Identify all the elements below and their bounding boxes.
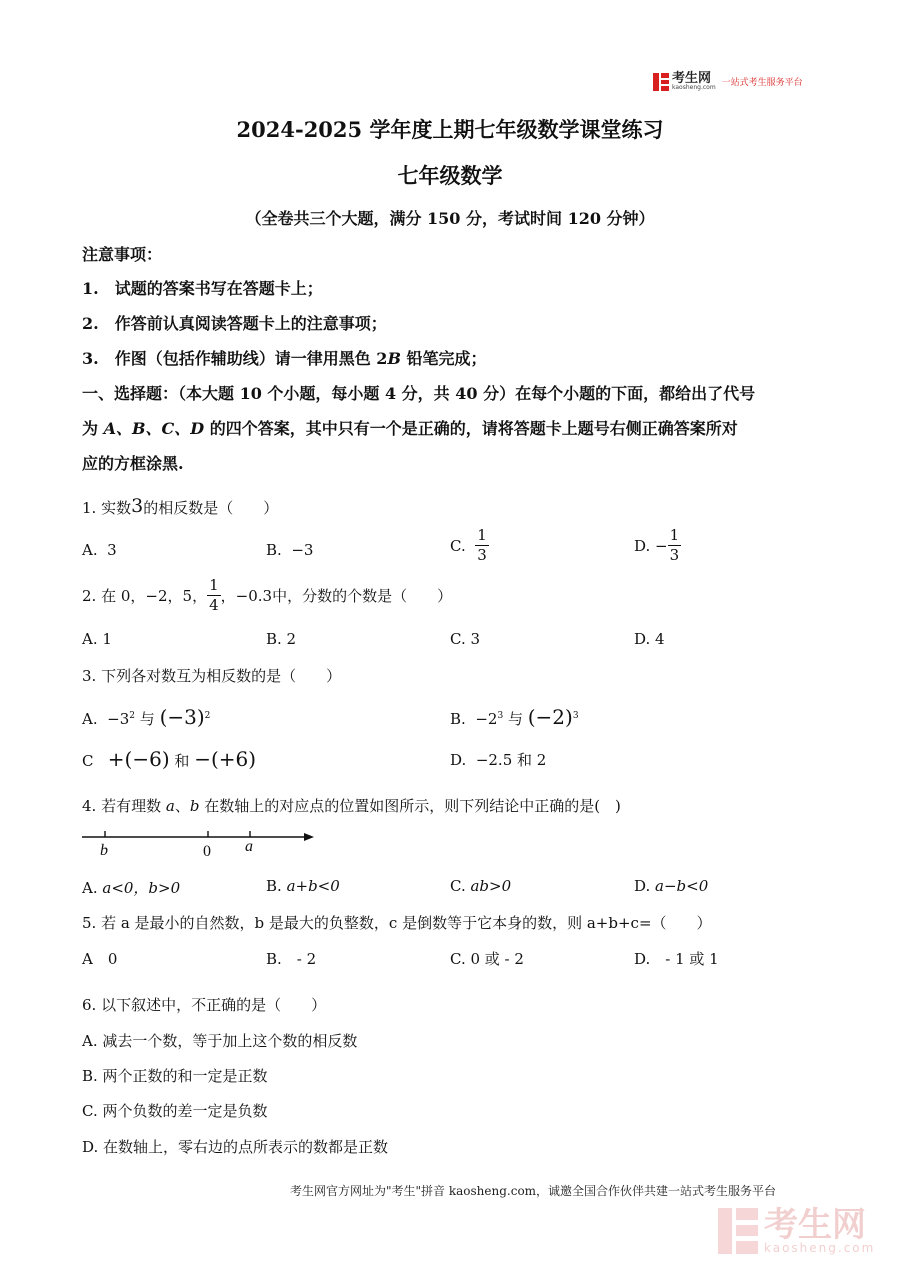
question-5-stem: 5. 若 a 是最小的自然数，b 是最大的负整数，c 是倒数等于它本身的数，则 a+b+c=（ ） — [82, 914, 712, 932]
watermark-subtext: kaosheng.com — [764, 1241, 876, 1255]
watermark-text: 考生网 — [764, 1205, 866, 1245]
q1-option-a[interactable]: A. 3 — [82, 541, 117, 559]
q6-option-a[interactable]: A. 减去一个数，等于加上这个数的相反数 — [82, 1032, 358, 1050]
question-1-stem: 1. 实数3的相反数是（ ） — [82, 495, 279, 517]
question-6-stem: 6. 以下叙述中，不正确的是（ ） — [82, 996, 327, 1014]
logo-subtext: kaosheng.com — [672, 84, 716, 91]
fraction-one-quarter: $\frac{1}{4}$ — [209, 576, 219, 614]
q4-option-c[interactable]: C. ab>0 — [450, 877, 512, 895]
number-line-arrow-icon — [304, 833, 314, 841]
exam-info: （全卷共三个大题，满分 150 分，考试时间 120 分钟） — [245, 209, 655, 228]
section1-line2: 为 A、B、C、D 的四个答案，其中只有一个是正确的，请将答题卡上题号右侧正确答案所对 — [82, 419, 738, 438]
q1-option-d[interactable]: D. − $\frac{1}{3}$ — [634, 526, 680, 564]
q1-option-b[interactable]: B. −3 — [266, 541, 314, 559]
note-item-2: 2. 作答前认真阅读答题卡上的注意事项； — [82, 314, 387, 333]
q2-option-d[interactable]: D. 4 — [634, 630, 665, 648]
q4-option-a[interactable]: A. a<0，b>0 — [82, 879, 181, 897]
number-line-diagram — [78, 826, 318, 866]
watermark — [718, 1205, 876, 1255]
logo-tagline: 一站式考生服务平台 — [721, 78, 803, 88]
logo-text: 考生网 — [672, 71, 712, 86]
watermark-logo-icon — [718, 1208, 758, 1254]
page-title: 2024-2025 学年度上期七年级数学课堂练习 — [236, 117, 664, 142]
question-2-stem: 2. 在 0， −2 ，5， $\frac{1}{4}$ ， −0.3 中，分数的个数是（ ） — [82, 576, 453, 614]
q6-option-b[interactable]: B. 两个正数的和一定是正数 — [82, 1067, 268, 1085]
kaosheng-logo-icon — [653, 73, 669, 91]
fraction-one-third: $\frac{1}{3}$ — [477, 526, 487, 564]
note-item-1: 1. 试题的答案书写在答题卡上； — [82, 279, 323, 298]
q5-option-c[interactable]: C. 0 或 - 2 — [450, 950, 524, 968]
page-subtitle: 七年级数学 — [397, 163, 503, 188]
q1-option-c[interactable]: C. $\frac{1}{3}$ — [450, 526, 487, 564]
section1-line3: 应的方框涂黑. — [82, 454, 184, 473]
notes-heading: 注意事项： — [82, 245, 163, 264]
q3-option-d[interactable]: D. −2.5 和 2 — [450, 751, 547, 769]
q3-option-b[interactable]: B. $-2^3$ 与 $(-2)^3$ — [450, 705, 579, 729]
section1-line1: 一、选择题：（本大题 10 个小题，每小题 4 分，共 40 分）在每个小题的下面，都给出了代号 — [82, 384, 756, 403]
q5-option-b[interactable]: B. - 2 — [266, 950, 317, 968]
header-logo — [653, 72, 803, 91]
question-4-stem: 4. 若有理数 a、b 在数轴上的对应点的位置如图所示，则下列结论中正确的是( ) — [82, 797, 621, 815]
label-a: a — [245, 838, 253, 855]
label-b: b — [100, 842, 108, 859]
label-zero: 0 — [203, 843, 211, 860]
q2-option-b[interactable]: B. 2 — [266, 630, 297, 648]
note-item-3: 3. 作图（包括作辅助线）请一律用黑色 2B 铅笔完成； — [82, 349, 487, 368]
footer-text: 考生网官方网址为"考生"拼音 kaosheng.com，诚邀全国合作伙伴共建一站式考生服务平台 — [290, 1184, 777, 1198]
q2-option-a[interactable]: A. 1 — [82, 630, 112, 648]
q3-option-a[interactable]: A. $-3^2$ 与 $(-3)^2$ — [82, 705, 211, 729]
q4-option-d[interactable]: D. a−b<0 — [634, 877, 709, 895]
q5-option-d[interactable]: D. - 1 或 1 — [634, 950, 719, 968]
q6-option-d[interactable]: D. 在数轴上，零右边的点所表示的数都是正数 — [82, 1138, 389, 1156]
question-3-stem: 3. 下列各对数互为相反数的是（ ） — [82, 667, 342, 685]
q3-option-c[interactable]: C +(−6) 和 −(+6) — [82, 747, 257, 771]
q4-option-b[interactable]: B. a+b<0 — [266, 877, 340, 895]
q5-option-a[interactable]: A 0 — [82, 950, 118, 968]
q2-option-c[interactable]: C. 3 — [450, 630, 481, 648]
fraction-neg-one-third: $\frac{1}{3}$ — [669, 526, 680, 564]
q6-option-c[interactable]: C. 两个负数的差一定是负数 — [82, 1102, 268, 1120]
